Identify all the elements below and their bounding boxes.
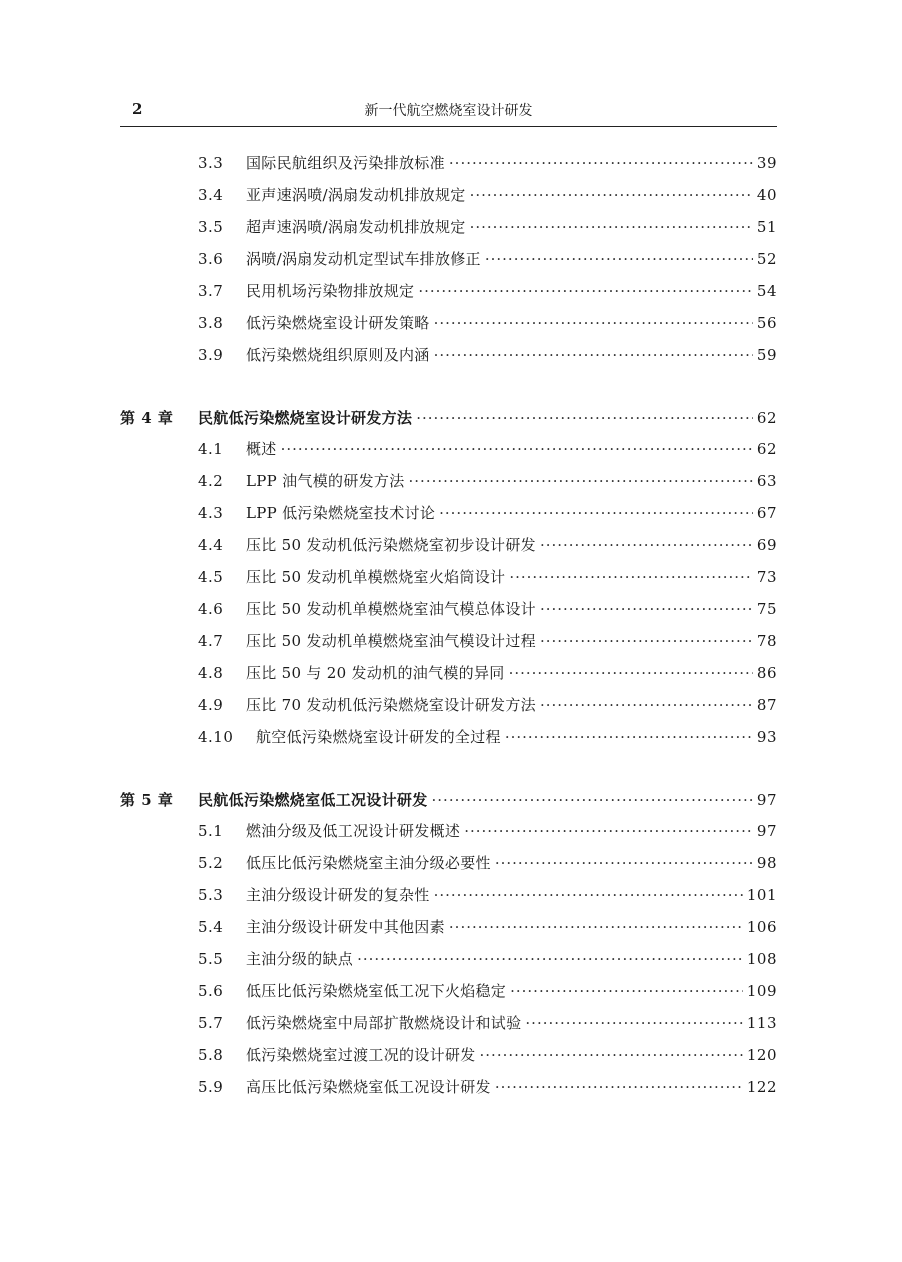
toc-entry-title: 主油分级设计研发的复杂性 (246, 886, 430, 904)
toc-entry-title: 涡喷/涡扇发动机定型试车排放修正 (246, 250, 481, 268)
toc-entry-page: 52 (756, 250, 777, 268)
dot-leader (439, 501, 753, 525)
dot-leader (525, 1011, 742, 1035)
toc-entry[interactable] (198, 183, 777, 207)
toc-entry-number: 5.7 (198, 1014, 224, 1032)
dot-leader (432, 788, 753, 812)
toc-entry-title: 低污染燃烧室设计研发策略 (246, 314, 430, 332)
toc-entry-page: 40 (756, 186, 777, 204)
toc-entry-number: 5.6 (198, 982, 224, 1000)
dot-leader (470, 215, 753, 239)
toc-entry-title: 低压比低污染燃烧室低工况下火焰稳定 (246, 982, 507, 1000)
toc-entry[interactable] (198, 437, 777, 461)
dot-leader (434, 883, 743, 907)
toc-chapter-4[interactable] (120, 406, 777, 430)
toc-entry-page: 101 (746, 886, 777, 904)
dot-leader (495, 1075, 743, 1099)
toc-entry-title: 压比 70 发动机低污染燃烧室设计研发方法 (246, 696, 536, 714)
toc-entry-page: 69 (756, 536, 777, 554)
toc-entry-number: 4.10 (198, 728, 234, 746)
toc-entry[interactable] (198, 883, 777, 907)
toc-entry-page: 108 (746, 950, 777, 968)
toc-entry-number: 4.8 (198, 664, 224, 682)
toc-entry-title: LPP 低污染燃烧室技术讨论 (246, 504, 436, 522)
toc-entry[interactable] (198, 851, 777, 875)
dot-leader (509, 565, 753, 589)
toc-entry[interactable] (198, 725, 777, 749)
toc-entry-number: 5.5 (198, 950, 224, 968)
toc-entry[interactable] (198, 501, 777, 525)
toc-entry-number: 4.7 (198, 632, 224, 650)
toc-entry[interactable] (198, 819, 777, 843)
toc-entry-title: 压比 50 发动机低污染燃烧室初步设计研发 (246, 536, 536, 554)
dot-leader (540, 533, 753, 557)
toc-entry-title: 低污染燃烧组织原则及内涵 (246, 346, 430, 364)
toc-entry-number: 5.2 (198, 854, 224, 872)
toc-entry-page: 97 (756, 822, 777, 840)
toc-entry-title: 高压比低污染燃烧室低工况设计研发 (246, 1078, 491, 1096)
dot-leader (416, 406, 753, 430)
running-title: 新一代航空燃烧室设计研发 (364, 103, 533, 119)
toc-entry[interactable] (198, 247, 777, 271)
toc-entry-title: 压比 50 与 20 发动机的油气模的异同 (246, 664, 505, 682)
toc-entry[interactable] (198, 979, 777, 1003)
toc-entry-title: 主油分级的缺点 (246, 950, 354, 968)
toc-entry-page: 67 (756, 504, 777, 522)
toc-entry-number: 4.3 (198, 504, 224, 522)
toc-entry-number: 4.1 (198, 440, 224, 458)
toc-entry-title: 国际民航组织及污染排放标准 (246, 154, 445, 172)
toc-entry-number: 5.4 (198, 918, 224, 936)
chapter-page: 97 (756, 791, 777, 809)
toc-entry[interactable] (198, 215, 777, 239)
toc-entry-page: 56 (756, 314, 777, 332)
toc-entry-page: 73 (756, 568, 777, 586)
chapter-title: 民航低污染燃烧室设计研发方法 (198, 409, 413, 427)
toc-entry-number: 3.8 (198, 314, 224, 332)
dot-leader (470, 183, 753, 207)
dot-leader (509, 661, 753, 685)
toc-entry-number: 4.2 (198, 472, 224, 490)
chapter-title: 民航低污染燃烧室低工况设计研发 (198, 791, 428, 809)
toc-entry-number: 3.9 (198, 346, 224, 364)
dot-leader (540, 597, 753, 621)
toc-entry-page: 59 (756, 346, 777, 364)
toc-entry[interactable] (198, 1043, 777, 1067)
toc-entry-page: 113 (746, 1014, 777, 1032)
toc-entry-number: 5.1 (198, 822, 224, 840)
toc-entry[interactable] (198, 1011, 777, 1035)
toc-entry-title: 超声速涡喷/涡扇发动机排放规定 (246, 218, 466, 236)
toc-entry-number: 5.3 (198, 886, 224, 904)
dot-leader (505, 725, 753, 749)
toc-entry-page: 39 (756, 154, 777, 172)
toc-entry-page: 98 (756, 854, 777, 872)
dot-leader (495, 851, 753, 875)
dot-leader (510, 979, 743, 1003)
toc-entry-title: 压比 50 发动机单模燃烧室油气模设计过程 (246, 632, 536, 650)
dot-leader (281, 437, 753, 461)
toc-entry-page: 122 (746, 1078, 777, 1096)
toc-entry[interactable] (198, 597, 777, 621)
dot-leader (434, 343, 753, 367)
toc-entry[interactable] (198, 469, 777, 493)
page-header (120, 96, 777, 127)
toc-entry-page: 93 (756, 728, 777, 746)
toc-entry[interactable] (198, 915, 777, 939)
dot-leader (434, 311, 753, 335)
toc-entry-number: 4.5 (198, 568, 224, 586)
toc-entry-title: 民用机场污染物排放规定 (246, 282, 415, 300)
toc-entry-number: 3.6 (198, 250, 224, 268)
toc-entry-page: 86 (756, 664, 777, 682)
toc-entry-number: 4.4 (198, 536, 224, 554)
toc-entry-page: 87 (756, 696, 777, 714)
toc-entry-page: 109 (746, 982, 777, 1000)
toc-entry-title: 航空低污染燃烧室设计研发的全过程 (256, 728, 501, 746)
dot-leader (480, 1043, 743, 1067)
dot-leader (418, 279, 753, 303)
toc-entry[interactable] (198, 629, 777, 653)
toc-entry-title: 概述 (246, 440, 277, 458)
toc-entry-number: 3.4 (198, 186, 224, 204)
toc-entry-page: 54 (756, 282, 777, 300)
toc-entry-title: LPP 油气模的研发方法 (246, 472, 405, 490)
toc-entry-title: 低污染燃烧室中局部扩散燃烧设计和试验 (246, 1014, 522, 1032)
toc-entry[interactable] (198, 343, 777, 367)
toc-entry-number: 3.3 (198, 154, 224, 172)
toc-entry-page: 75 (756, 600, 777, 618)
toc-entry-number: 4.9 (198, 696, 224, 714)
toc-entry-title: 主油分级设计研发中其他因素 (246, 918, 445, 936)
dot-leader (464, 819, 753, 843)
toc-chapter-5[interactable] (120, 788, 777, 812)
toc-entry-number: 3.5 (198, 218, 224, 236)
toc-entry-title: 亚声速涡喷/涡扇发动机排放规定 (246, 186, 466, 204)
page-number: 2 (132, 100, 143, 118)
dot-leader (449, 915, 743, 939)
dot-leader (409, 469, 753, 493)
toc-entry-title: 燃油分级及低工况设计研发概述 (246, 822, 461, 840)
dot-leader (540, 629, 753, 653)
dot-leader (540, 693, 753, 717)
toc-entry[interactable] (198, 693, 777, 717)
toc-entry[interactable] (198, 565, 777, 589)
toc-entry[interactable] (198, 151, 777, 175)
dot-leader (485, 247, 753, 271)
toc-entry-number: 3.7 (198, 282, 224, 300)
toc-entry[interactable] (198, 311, 777, 335)
dot-leader (449, 151, 753, 175)
dot-leader (357, 947, 743, 971)
chapter-page: 62 (756, 409, 777, 427)
toc-entry[interactable] (198, 279, 777, 303)
toc-entry-title: 压比 50 发动机单模燃烧室油气模总体设计 (246, 600, 536, 618)
chapter-number: 第 4 章 (120, 409, 174, 427)
toc-entry-number: 4.6 (198, 600, 224, 618)
chapter-number: 第 5 章 (120, 791, 174, 809)
toc-entry-page: 63 (756, 472, 777, 490)
toc-entry[interactable] (198, 661, 777, 685)
toc-entry-title: 低污染燃烧室过渡工况的设计研发 (246, 1046, 476, 1064)
toc-entry-page: 120 (746, 1046, 777, 1064)
toc-entry-page: 62 (756, 440, 777, 458)
toc-entry[interactable] (198, 1075, 777, 1099)
toc-entry-title: 压比 50 发动机单模燃烧室火焰筒设计 (246, 568, 506, 586)
toc-entry-number: 5.8 (198, 1046, 224, 1064)
toc-entry[interactable] (198, 947, 777, 971)
toc-entry-page: 78 (756, 632, 777, 650)
toc-entry-page: 51 (756, 218, 777, 236)
toc-entry-title: 低压比低污染燃烧室主油分级必要性 (246, 854, 491, 872)
toc-entry-number: 5.9 (198, 1078, 224, 1096)
toc-entry-page: 106 (746, 918, 777, 936)
toc-entry[interactable] (198, 533, 777, 557)
